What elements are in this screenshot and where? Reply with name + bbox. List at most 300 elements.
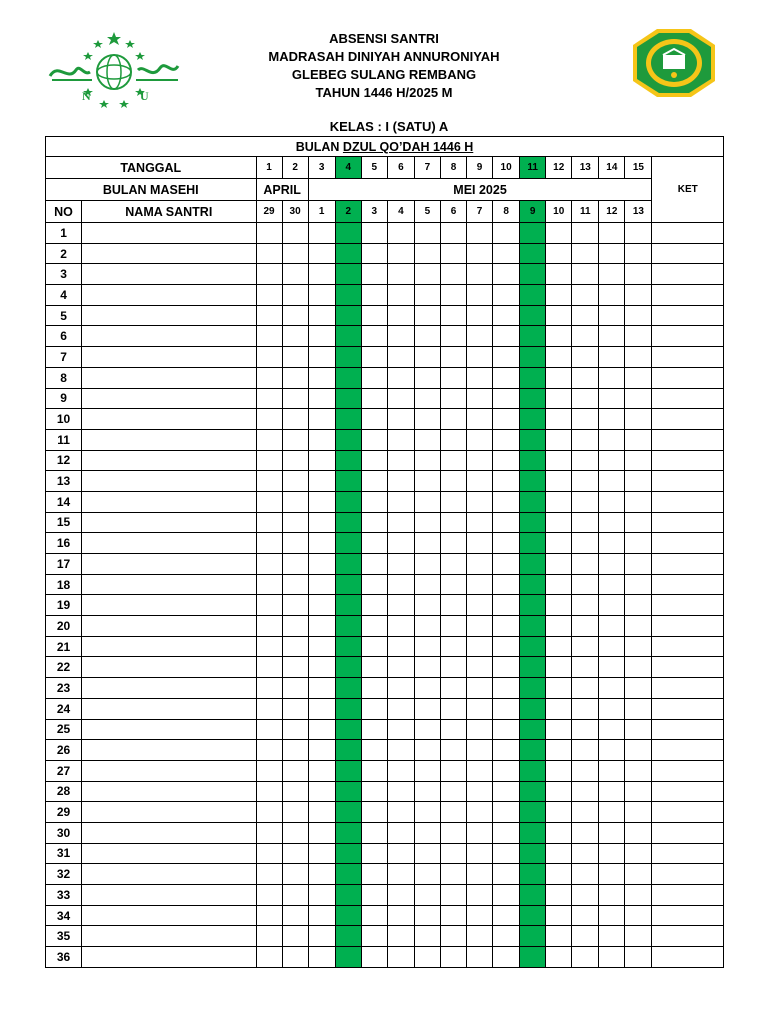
attendance-cell[interactable] (546, 595, 572, 616)
attendance-cell[interactable] (599, 388, 625, 409)
attendance-cell[interactable] (440, 760, 466, 781)
attendance-cell[interactable] (361, 491, 387, 512)
attendance-cell[interactable] (467, 388, 493, 409)
ket-cell[interactable] (652, 698, 724, 719)
attendance-cell[interactable] (520, 740, 546, 761)
attendance-cell[interactable] (493, 947, 520, 968)
attendance-cell[interactable] (256, 885, 282, 906)
attendance-cell[interactable] (546, 471, 572, 492)
attendance-cell[interactable] (282, 864, 308, 885)
attendance-cell[interactable] (520, 574, 546, 595)
attendance-cell[interactable] (414, 595, 440, 616)
attendance-cell[interactable] (493, 843, 520, 864)
attendance-cell[interactable] (256, 409, 282, 430)
attendance-cell[interactable] (440, 326, 466, 347)
attendance-cell[interactable] (520, 822, 546, 843)
attendance-cell[interactable] (467, 822, 493, 843)
attendance-cell[interactable] (440, 388, 466, 409)
attendance-cell[interactable] (387, 698, 414, 719)
attendance-cell[interactable] (493, 388, 520, 409)
santri-name-cell[interactable] (82, 243, 256, 264)
attendance-cell[interactable] (414, 491, 440, 512)
attendance-cell[interactable] (387, 409, 414, 430)
attendance-cell[interactable] (625, 326, 652, 347)
attendance-cell[interactable] (493, 491, 520, 512)
attendance-cell[interactable] (387, 450, 414, 471)
santri-name-cell[interactable] (82, 554, 256, 575)
attendance-cell[interactable] (282, 657, 308, 678)
attendance-cell[interactable] (546, 864, 572, 885)
attendance-cell[interactable] (308, 491, 335, 512)
santri-name-cell[interactable] (82, 864, 256, 885)
attendance-cell[interactable] (256, 802, 282, 823)
attendance-cell[interactable] (335, 947, 361, 968)
ket-cell[interactable] (652, 678, 724, 699)
attendance-cell[interactable] (387, 947, 414, 968)
attendance-cell[interactable] (361, 802, 387, 823)
attendance-cell[interactable] (493, 574, 520, 595)
ket-cell[interactable] (652, 512, 724, 533)
santri-name-cell[interactable] (82, 471, 256, 492)
attendance-cell[interactable] (493, 554, 520, 575)
attendance-cell[interactable] (387, 512, 414, 533)
attendance-cell[interactable] (308, 264, 335, 285)
attendance-cell[interactable] (414, 947, 440, 968)
attendance-cell[interactable] (335, 491, 361, 512)
attendance-cell[interactable] (282, 409, 308, 430)
attendance-cell[interactable] (414, 574, 440, 595)
attendance-cell[interactable] (546, 616, 572, 637)
attendance-cell[interactable] (546, 678, 572, 699)
attendance-cell[interactable] (335, 864, 361, 885)
attendance-cell[interactable] (282, 367, 308, 388)
attendance-cell[interactable] (387, 491, 414, 512)
attendance-cell[interactable] (599, 657, 625, 678)
attendance-cell[interactable] (493, 781, 520, 802)
attendance-cell[interactable] (282, 305, 308, 326)
santri-name-cell[interactable] (82, 347, 256, 368)
attendance-cell[interactable] (493, 719, 520, 740)
attendance-cell[interactable] (335, 802, 361, 823)
attendance-cell[interactable] (414, 347, 440, 368)
attendance-cell[interactable] (572, 740, 599, 761)
attendance-cell[interactable] (440, 719, 466, 740)
attendance-cell[interactable] (546, 698, 572, 719)
attendance-cell[interactable] (361, 719, 387, 740)
attendance-cell[interactable] (546, 760, 572, 781)
ket-cell[interactable] (652, 616, 724, 637)
attendance-cell[interactable] (572, 574, 599, 595)
attendance-cell[interactable] (308, 533, 335, 554)
attendance-cell[interactable] (282, 223, 308, 244)
ket-cell[interactable] (652, 491, 724, 512)
attendance-cell[interactable] (520, 781, 546, 802)
attendance-cell[interactable] (546, 781, 572, 802)
santri-name-cell[interactable] (82, 905, 256, 926)
santri-name-cell[interactable] (82, 595, 256, 616)
attendance-cell[interactable] (282, 554, 308, 575)
attendance-cell[interactable] (599, 305, 625, 326)
attendance-cell[interactable] (572, 947, 599, 968)
attendance-cell[interactable] (467, 843, 493, 864)
attendance-cell[interactable] (440, 533, 466, 554)
attendance-cell[interactable] (414, 781, 440, 802)
attendance-cell[interactable] (625, 616, 652, 637)
attendance-cell[interactable] (308, 471, 335, 492)
attendance-cell[interactable] (572, 429, 599, 450)
attendance-cell[interactable] (414, 471, 440, 492)
santri-name-cell[interactable] (82, 450, 256, 471)
attendance-cell[interactable] (599, 285, 625, 306)
attendance-cell[interactable] (361, 243, 387, 264)
attendance-cell[interactable] (625, 947, 652, 968)
attendance-cell[interactable] (625, 347, 652, 368)
attendance-cell[interactable] (282, 740, 308, 761)
attendance-cell[interactable] (282, 450, 308, 471)
attendance-cell[interactable] (308, 305, 335, 326)
santri-name-cell[interactable] (82, 822, 256, 843)
attendance-cell[interactable] (414, 864, 440, 885)
attendance-cell[interactable] (440, 264, 466, 285)
ket-cell[interactable] (652, 471, 724, 492)
santri-name-cell[interactable] (82, 326, 256, 347)
attendance-cell[interactable] (599, 243, 625, 264)
attendance-cell[interactable] (520, 926, 546, 947)
attendance-cell[interactable] (282, 595, 308, 616)
attendance-cell[interactable] (308, 450, 335, 471)
santri-name-cell[interactable] (82, 926, 256, 947)
attendance-cell[interactable] (467, 367, 493, 388)
attendance-cell[interactable] (414, 285, 440, 306)
attendance-cell[interactable] (308, 554, 335, 575)
attendance-cell[interactable] (256, 926, 282, 947)
attendance-cell[interactable] (335, 429, 361, 450)
attendance-cell[interactable] (625, 409, 652, 430)
attendance-cell[interactable] (625, 864, 652, 885)
attendance-cell[interactable] (467, 264, 493, 285)
ket-cell[interactable] (652, 450, 724, 471)
attendance-cell[interactable] (361, 388, 387, 409)
attendance-cell[interactable] (440, 678, 466, 699)
santri-name-cell[interactable] (82, 305, 256, 326)
santri-name-cell[interactable] (82, 885, 256, 906)
attendance-cell[interactable] (546, 409, 572, 430)
ket-cell[interactable] (652, 264, 724, 285)
attendance-cell[interactable] (493, 636, 520, 657)
attendance-cell[interactable] (335, 885, 361, 906)
attendance-cell[interactable] (572, 616, 599, 637)
attendance-cell[interactable] (467, 719, 493, 740)
attendance-cell[interactable] (282, 802, 308, 823)
attendance-cell[interactable] (440, 843, 466, 864)
attendance-cell[interactable] (308, 843, 335, 864)
attendance-cell[interactable] (599, 512, 625, 533)
attendance-cell[interactable] (546, 657, 572, 678)
attendance-cell[interactable] (625, 905, 652, 926)
attendance-cell[interactable] (256, 698, 282, 719)
attendance-cell[interactable] (282, 429, 308, 450)
attendance-cell[interactable] (440, 864, 466, 885)
attendance-cell[interactable] (440, 347, 466, 368)
attendance-cell[interactable] (308, 905, 335, 926)
attendance-cell[interactable] (387, 285, 414, 306)
attendance-cell[interactable] (414, 657, 440, 678)
attendance-cell[interactable] (572, 533, 599, 554)
attendance-cell[interactable] (361, 760, 387, 781)
attendance-cell[interactable] (467, 905, 493, 926)
santri-name-cell[interactable] (82, 636, 256, 657)
attendance-cell[interactable] (256, 491, 282, 512)
attendance-cell[interactable] (256, 471, 282, 492)
attendance-cell[interactable] (599, 698, 625, 719)
attendance-cell[interactable] (520, 533, 546, 554)
attendance-cell[interactable] (335, 533, 361, 554)
attendance-cell[interactable] (308, 285, 335, 306)
attendance-cell[interactable] (308, 719, 335, 740)
attendance-cell[interactable] (282, 616, 308, 637)
attendance-cell[interactable] (572, 223, 599, 244)
attendance-cell[interactable] (467, 305, 493, 326)
attendance-cell[interactable] (387, 554, 414, 575)
attendance-cell[interactable] (440, 822, 466, 843)
attendance-cell[interactable] (282, 491, 308, 512)
attendance-cell[interactable] (256, 223, 282, 244)
attendance-cell[interactable] (546, 533, 572, 554)
attendance-cell[interactable] (256, 781, 282, 802)
attendance-cell[interactable] (440, 574, 466, 595)
attendance-cell[interactable] (520, 305, 546, 326)
attendance-cell[interactable] (440, 471, 466, 492)
attendance-cell[interactable] (467, 450, 493, 471)
attendance-cell[interactable] (256, 657, 282, 678)
attendance-cell[interactable] (520, 802, 546, 823)
attendance-cell[interactable] (414, 905, 440, 926)
attendance-cell[interactable] (361, 471, 387, 492)
attendance-cell[interactable] (414, 264, 440, 285)
attendance-cell[interactable] (335, 243, 361, 264)
attendance-cell[interactable] (625, 243, 652, 264)
attendance-cell[interactable] (493, 429, 520, 450)
attendance-cell[interactable] (493, 657, 520, 678)
attendance-cell[interactable] (414, 616, 440, 637)
attendance-cell[interactable] (387, 223, 414, 244)
attendance-cell[interactable] (387, 326, 414, 347)
santri-name-cell[interactable] (82, 802, 256, 823)
attendance-cell[interactable] (625, 574, 652, 595)
attendance-cell[interactable] (414, 822, 440, 843)
attendance-cell[interactable] (493, 512, 520, 533)
santri-name-cell[interactable] (82, 491, 256, 512)
attendance-cell[interactable] (493, 409, 520, 430)
attendance-cell[interactable] (308, 802, 335, 823)
attendance-cell[interactable] (335, 926, 361, 947)
attendance-cell[interactable] (361, 947, 387, 968)
attendance-cell[interactable] (308, 698, 335, 719)
attendance-cell[interactable] (599, 740, 625, 761)
attendance-cell[interactable] (625, 657, 652, 678)
attendance-cell[interactable] (467, 947, 493, 968)
attendance-cell[interactable] (599, 429, 625, 450)
attendance-cell[interactable] (256, 595, 282, 616)
attendance-cell[interactable] (572, 657, 599, 678)
attendance-cell[interactable] (546, 243, 572, 264)
attendance-cell[interactable] (625, 388, 652, 409)
attendance-cell[interactable] (493, 885, 520, 906)
attendance-cell[interactable] (572, 885, 599, 906)
attendance-cell[interactable] (387, 822, 414, 843)
attendance-cell[interactable] (520, 223, 546, 244)
ket-cell[interactable] (652, 926, 724, 947)
attendance-cell[interactable] (467, 285, 493, 306)
ket-cell[interactable] (652, 223, 724, 244)
attendance-cell[interactable] (440, 947, 466, 968)
attendance-cell[interactable] (440, 554, 466, 575)
attendance-cell[interactable] (546, 822, 572, 843)
attendance-cell[interactable] (520, 347, 546, 368)
attendance-cell[interactable] (361, 657, 387, 678)
attendance-cell[interactable] (546, 926, 572, 947)
attendance-cell[interactable] (599, 885, 625, 906)
attendance-cell[interactable] (440, 285, 466, 306)
attendance-cell[interactable] (387, 678, 414, 699)
santri-name-cell[interactable] (82, 285, 256, 306)
attendance-cell[interactable] (335, 760, 361, 781)
attendance-cell[interactable] (493, 223, 520, 244)
attendance-cell[interactable] (361, 885, 387, 906)
attendance-cell[interactable] (308, 864, 335, 885)
attendance-cell[interactable] (361, 843, 387, 864)
attendance-cell[interactable] (546, 554, 572, 575)
attendance-cell[interactable] (440, 409, 466, 430)
attendance-cell[interactable] (282, 285, 308, 306)
attendance-cell[interactable] (625, 885, 652, 906)
attendance-cell[interactable] (520, 429, 546, 450)
attendance-cell[interactable] (625, 533, 652, 554)
attendance-cell[interactable] (414, 554, 440, 575)
attendance-cell[interactable] (467, 616, 493, 637)
santri-name-cell[interactable] (82, 388, 256, 409)
attendance-cell[interactable] (467, 533, 493, 554)
attendance-cell[interactable] (282, 698, 308, 719)
attendance-cell[interactable] (467, 926, 493, 947)
attendance-cell[interactable] (572, 678, 599, 699)
attendance-cell[interactable] (546, 905, 572, 926)
attendance-cell[interactable] (361, 326, 387, 347)
attendance-cell[interactable] (387, 905, 414, 926)
attendance-cell[interactable] (387, 243, 414, 264)
attendance-cell[interactable] (282, 678, 308, 699)
attendance-cell[interactable] (387, 471, 414, 492)
attendance-cell[interactable] (335, 740, 361, 761)
attendance-cell[interactable] (493, 347, 520, 368)
attendance-cell[interactable] (493, 595, 520, 616)
attendance-cell[interactable] (282, 347, 308, 368)
attendance-cell[interactable] (361, 698, 387, 719)
attendance-cell[interactable] (282, 326, 308, 347)
ket-cell[interactable] (652, 719, 724, 740)
ket-cell[interactable] (652, 740, 724, 761)
attendance-cell[interactable] (335, 347, 361, 368)
attendance-cell[interactable] (493, 326, 520, 347)
attendance-cell[interactable] (387, 760, 414, 781)
attendance-cell[interactable] (467, 657, 493, 678)
attendance-cell[interactable] (414, 388, 440, 409)
attendance-cell[interactable] (572, 636, 599, 657)
attendance-cell[interactable] (520, 512, 546, 533)
santri-name-cell[interactable] (82, 429, 256, 450)
attendance-cell[interactable] (440, 491, 466, 512)
attendance-cell[interactable] (414, 409, 440, 430)
attendance-cell[interactable] (467, 740, 493, 761)
attendance-cell[interactable] (520, 636, 546, 657)
attendance-cell[interactable] (599, 367, 625, 388)
attendance-cell[interactable] (467, 326, 493, 347)
attendance-cell[interactable] (361, 285, 387, 306)
attendance-cell[interactable] (256, 616, 282, 637)
attendance-cell[interactable] (625, 471, 652, 492)
santri-name-cell[interactable] (82, 409, 256, 430)
attendance-cell[interactable] (520, 678, 546, 699)
attendance-cell[interactable] (572, 554, 599, 575)
attendance-cell[interactable] (546, 450, 572, 471)
attendance-cell[interactable] (493, 802, 520, 823)
attendance-cell[interactable] (256, 678, 282, 699)
attendance-cell[interactable] (414, 719, 440, 740)
attendance-cell[interactable] (440, 429, 466, 450)
attendance-cell[interactable] (520, 388, 546, 409)
ket-cell[interactable] (652, 367, 724, 388)
attendance-cell[interactable] (520, 905, 546, 926)
attendance-cell[interactable] (256, 636, 282, 657)
attendance-cell[interactable] (625, 264, 652, 285)
attendance-cell[interactable] (414, 843, 440, 864)
santri-name-cell[interactable] (82, 574, 256, 595)
attendance-cell[interactable] (520, 554, 546, 575)
attendance-cell[interactable] (361, 512, 387, 533)
attendance-cell[interactable] (572, 326, 599, 347)
attendance-cell[interactable] (335, 223, 361, 244)
attendance-cell[interactable] (387, 367, 414, 388)
attendance-cell[interactable] (467, 409, 493, 430)
santri-name-cell[interactable] (82, 698, 256, 719)
attendance-cell[interactable] (335, 326, 361, 347)
attendance-cell[interactable] (361, 533, 387, 554)
attendance-cell[interactable] (572, 698, 599, 719)
attendance-cell[interactable] (625, 678, 652, 699)
attendance-cell[interactable] (440, 636, 466, 657)
attendance-cell[interactable] (308, 926, 335, 947)
attendance-cell[interactable] (335, 574, 361, 595)
attendance-cell[interactable] (414, 802, 440, 823)
ket-cell[interactable] (652, 533, 724, 554)
attendance-cell[interactable] (546, 491, 572, 512)
attendance-cell[interactable] (282, 512, 308, 533)
attendance-cell[interactable] (599, 409, 625, 430)
attendance-cell[interactable] (572, 450, 599, 471)
attendance-cell[interactable] (440, 740, 466, 761)
attendance-cell[interactable] (467, 698, 493, 719)
attendance-cell[interactable] (361, 678, 387, 699)
attendance-cell[interactable] (572, 760, 599, 781)
attendance-cell[interactable] (308, 636, 335, 657)
attendance-cell[interactable] (546, 740, 572, 761)
attendance-cell[interactable] (361, 450, 387, 471)
attendance-cell[interactable] (308, 740, 335, 761)
attendance-cell[interactable] (599, 450, 625, 471)
attendance-cell[interactable] (520, 864, 546, 885)
attendance-cell[interactable] (520, 409, 546, 430)
attendance-cell[interactable] (361, 305, 387, 326)
